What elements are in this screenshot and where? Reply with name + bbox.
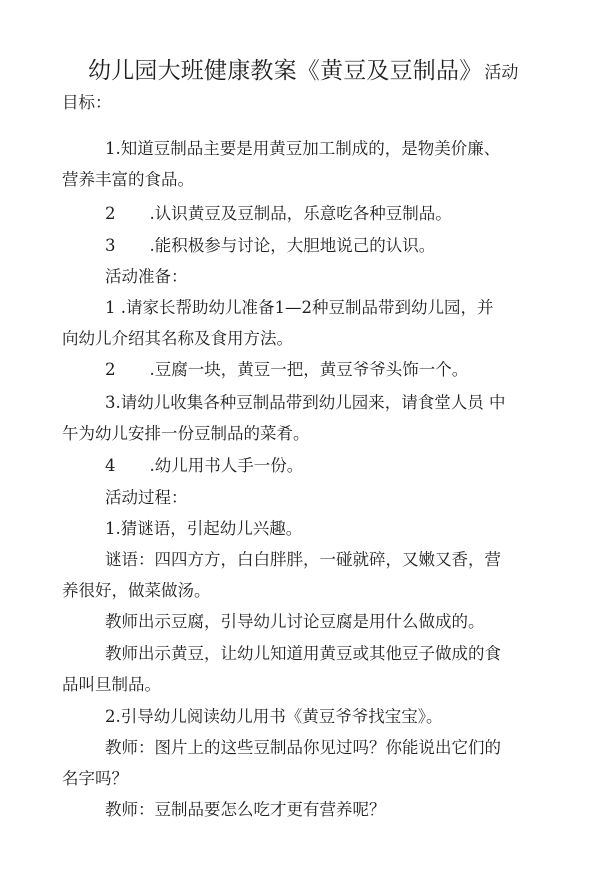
- objective-3-number: 3: [105, 236, 116, 255]
- objective-2: [105, 203, 452, 225]
- document-title: [88, 56, 518, 88]
- teacher-soy-line-2: 品叫旦制品。: [62, 675, 161, 694]
- prep-4: [105, 455, 303, 477]
- riddle-line-2: 养很好，做菜做汤。: [62, 581, 211, 600]
- objective-2-text: .认识黄豆及豆制品，乐意吃各种豆制品。: [149, 204, 452, 223]
- teacher-question-1-line-2: 名字吗？: [62, 769, 128, 788]
- objective-3: [105, 235, 435, 257]
- prep-2-text: .豆腐一块，黄豆一把，黄豆爷爷头饰一个。: [149, 360, 469, 379]
- prep-1-line-2: 向幼儿介绍其名称及食用方法。: [62, 329, 293, 348]
- prep-2: [105, 359, 468, 381]
- objective-1-line-1: 1.知道豆制品主要是用黄豆加工制成的，是物美价廉、: [105, 139, 501, 158]
- objective-2-number: 2: [105, 204, 116, 223]
- prep-1-line-1: 1 .请家长帮助幼儿准备1—2种豆制品带到幼儿园，并: [105, 298, 494, 317]
- prep-3-line-1: 3.请幼儿收集各种豆制品带到幼儿园来，请食堂人员 中: [105, 393, 506, 412]
- title-main: 幼儿园大班健康教案《黄豆及豆制品》: [88, 58, 483, 84]
- process-step-1: 1.猜谜语，引起幼儿兴趣。: [105, 519, 303, 538]
- teacher-question-1-line-1: 教师：图片上的这些豆制品你见过吗？你能说出它们的: [105, 738, 501, 757]
- prep-3-line-2: 午为幼儿安排一份豆制品的菜肴。: [62, 424, 310, 443]
- objective-1-line-2: 营养丰富的食品。: [62, 170, 194, 189]
- process-label: 活动过程：: [105, 488, 188, 507]
- teacher-tofu: 教师出示豆腐，引导幼儿讨论豆腐是用什么做成的。: [105, 612, 485, 631]
- prep-label: 活动准备：: [105, 267, 188, 286]
- prep-4-number: 4: [105, 456, 116, 475]
- objectives-label: 目标：: [62, 93, 112, 112]
- prep-4-text: .幼儿用书人手一份。: [149, 456, 304, 475]
- prep-2-number: 2: [105, 360, 116, 379]
- title-tail: 活动: [484, 63, 519, 83]
- riddle-line-1: 谜语：四四方方，白白胖胖，一碰就碎，又嫩又香，营: [105, 550, 501, 569]
- objective-3-text: .能积极参与讨论，大胆地说己的认识。: [149, 236, 436, 255]
- teacher-soy-line-1: 教师出示黄豆，让幼儿知道用黄豆或其他豆子做成的食: [105, 644, 501, 663]
- teacher-question-2: 教师：豆制品要怎么吃才更有营养呢？: [105, 800, 386, 819]
- process-step-2: 2.引导幼儿阅读幼儿用书《黄豆爷爷找宝宝》。: [105, 707, 443, 726]
